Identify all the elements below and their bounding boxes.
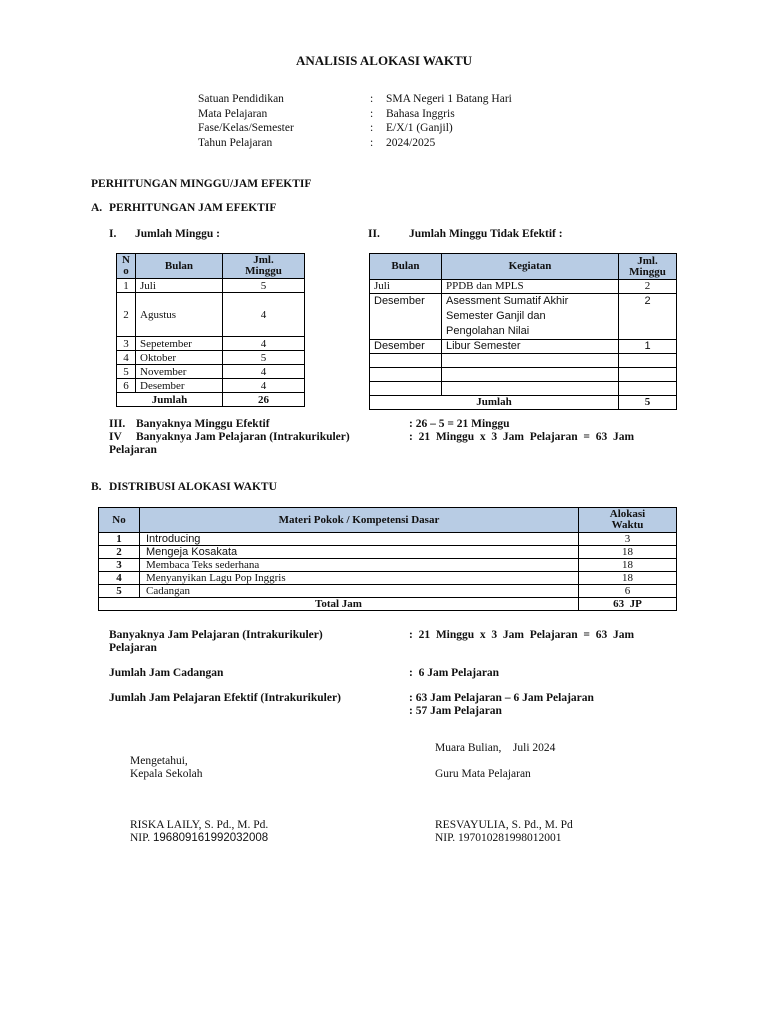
row-allocation: 6 [579,585,677,598]
row-month: November [136,365,223,379]
row-activity: Libur Semester [442,340,619,354]
row-month: Juli [370,280,442,294]
month-header: Bulan [370,254,442,280]
principal-nip [130,832,268,845]
nip-number: 196809161992032008 [153,832,269,844]
effective-weeks-value: : 26 – 5 = 21 Minggu [409,418,510,430]
row-month: Juli [136,279,223,293]
weeks-table [116,253,305,407]
row-number: 5 [117,365,136,379]
info-row [198,107,512,122]
row-weeks: 2 [619,280,677,294]
row-activity: Asessment Sumatif Akhir Semester Ganjil dan Pengolahan Nilai [442,294,619,340]
table-row [117,351,305,365]
total-value: 5 [619,396,677,410]
table-row [99,572,677,585]
summary-jp-value: : 21 Minggu x 3 Jam Pelajaran = 63 Jam [409,629,635,641]
acknowledged-label: Mengetahui, [130,755,188,767]
teacher-nip: NIP. 197010281998012001 [435,832,562,844]
row-month: Desember [370,294,442,340]
sub-i-heading [109,228,220,240]
row-weeks: 1 [619,340,677,354]
sub-ii-heading [368,228,563,240]
summary-jp-label: Banyaknya Jam Pelajaran (Intrakurikuler) [109,629,323,641]
place-date: Muara Bulian, Juli 2024 [435,742,556,754]
iv-label: Banyaknya Jam Pelajaran (Intrakurikuler) [136,431,350,443]
no-header: No [99,508,140,533]
weeks-header: Jml. Minggu [223,254,305,279]
info-separator: : [370,122,374,134]
row-month: Desember [370,340,442,354]
activity-header: Kegiatan [442,254,619,280]
info-value: 2024/2025 [386,136,436,149]
empty-row [370,368,677,382]
principal-title: Kepala Sekolah [130,768,203,780]
row-number: 4 [99,572,140,585]
summary-reserve-value: : 6 Jam Pelajaran [409,667,500,679]
row-activity: PPDB dan MPLS [442,280,619,294]
info-separator: : [370,93,374,105]
row-weeks: 4 [223,365,305,379]
effective-weeks-line [109,418,270,431]
sub-ii-number: II. [368,228,380,240]
teacher-name: RESVAYULIA, S. Pd., M. Pd [435,819,573,831]
row-month: Oktober [136,351,223,365]
row-number: 1 [99,533,140,546]
allocation-header: Alokasi Waktu [579,508,677,533]
table-row [370,280,677,294]
row-weeks: 4 [223,337,305,351]
row-allocation: 18 [579,559,677,572]
row-number: 2 [99,546,140,559]
table-header-row [370,254,677,280]
month-header: Bulan [136,254,223,279]
row-month: Sepetember [136,337,223,351]
table-row [99,546,677,559]
table-header-row [99,508,677,533]
lesson-hours-line [109,431,350,444]
info-row [198,136,512,151]
time-allocation-table [98,507,677,611]
row-weeks: 4 [223,379,305,393]
row-number: 3 [117,337,136,351]
row-number: 1 [117,279,136,293]
row-allocation: 18 [579,572,677,585]
lesson-hours-cont: Pelajaran [109,444,157,456]
section-b-number: B. [91,481,102,493]
section-b-heading [91,481,277,493]
total-row [370,396,677,410]
row-allocation: 18 [579,546,677,559]
row-allocation: 3 [579,533,677,546]
section-a-number: A. [91,202,103,214]
section-a-heading [91,202,276,214]
summary-effective-value-1: : 63 Jam Pelajaran – 6 Jam Pelajaran [409,692,594,704]
row-number: 3 [99,559,140,572]
info-label: Mata Pelajaran [198,107,268,120]
row-material: Menyanyikan Lagu Pop Inggris [140,572,579,585]
identity-block [198,92,512,150]
iv-number: IV [109,431,122,443]
material-header: Materi Pokok / Kompetensi Dasar [140,508,579,533]
row-number: 4 [117,351,136,365]
row-number: 6 [117,379,136,393]
info-label: Tahun Pelajaran [198,136,273,149]
row-material: Membaca Teks sederhana [140,559,579,572]
summary-effective-value-2: : 57 Jam Pelajaran [409,705,502,717]
main-heading: PERHITUNGAN MINGGU/JAM EFEKTIF [91,178,312,190]
summary-jp-cont: Pelajaran [109,642,157,654]
info-label: Satuan Pendidikan [198,93,284,105]
total-row [117,393,305,407]
weeks-header: Jml. Minggu [619,254,677,280]
document-title: ANALISIS ALOKASI WAKTU [295,53,473,68]
sub-i-number: I. [109,228,117,240]
table-row [117,279,305,293]
total-value: 63 JP [579,598,677,611]
principal-name: RISKA LAILY, S. Pd., M. Pd. [130,819,269,831]
teacher-title: Guru Mata Pelajaran [435,768,531,780]
row-month: Agustus [136,293,223,337]
table-row [99,559,677,572]
info-value: Bahasa Inggris [386,107,455,120]
info-value: SMA Negeri 1 Batang Hari [386,93,512,105]
section-a-title: PERHITUNGAN JAM EFEKTIF [109,202,277,214]
row-number: 5 [99,585,140,598]
table-header-row [117,254,305,279]
sub-i-title: Jumlah Minggu : [135,228,220,240]
info-value: E/X/1 (Ganjil) [386,122,453,134]
table-row [99,533,677,546]
row-weeks: 5 [223,351,305,365]
row-material: Cadangan [140,585,579,598]
empty-row [370,354,677,368]
section-b-title: DISTRIBUSI ALOKASI WAKTU [109,481,277,493]
row-weeks: 5 [223,279,305,293]
row-material: Introducing [140,533,579,546]
table-row [117,293,305,337]
row-number: 2 [117,293,136,337]
row-material: Mengeja Kosakata [140,546,579,559]
empty-row [370,382,677,396]
info-row [198,92,512,107]
no-header: N o [117,254,136,279]
table-row [117,337,305,351]
total-value: 26 [223,393,305,407]
table-row [117,365,305,379]
sub-ii-title: Jumlah Minggu Tidak Efektif : [409,228,563,240]
total-row [99,598,677,611]
summary-reserve-label: Jumlah Jam Cadangan [109,667,224,679]
row-weeks: 4 [223,293,305,337]
total-label: Total Jam [99,598,579,611]
table-row [117,379,305,393]
table-row [99,585,677,598]
lesson-hours-value: : 21 Minggu x 3 Jam Pelajaran = 63 Jam [409,431,635,443]
non-effective-weeks-table [369,253,677,410]
info-label: Fase/Kelas/Semester [198,122,294,134]
iii-label: Banyaknya Minggu Efektif [136,418,270,430]
total-label: Jumlah [117,393,223,407]
table-row [370,294,677,340]
info-row [198,121,512,136]
info-separator: : [370,136,374,149]
summary-effective-label: Jumlah Jam Pelajaran Efektif (Intrakurikuler) [109,692,341,704]
nip-label: NIP. [130,832,154,844]
info-separator: : [370,107,374,120]
total-label: Jumlah [370,396,619,410]
table-row [370,340,677,354]
row-month: Desember [136,379,223,393]
iii-number: III. [109,418,126,430]
row-weeks: 2 [619,294,677,340]
